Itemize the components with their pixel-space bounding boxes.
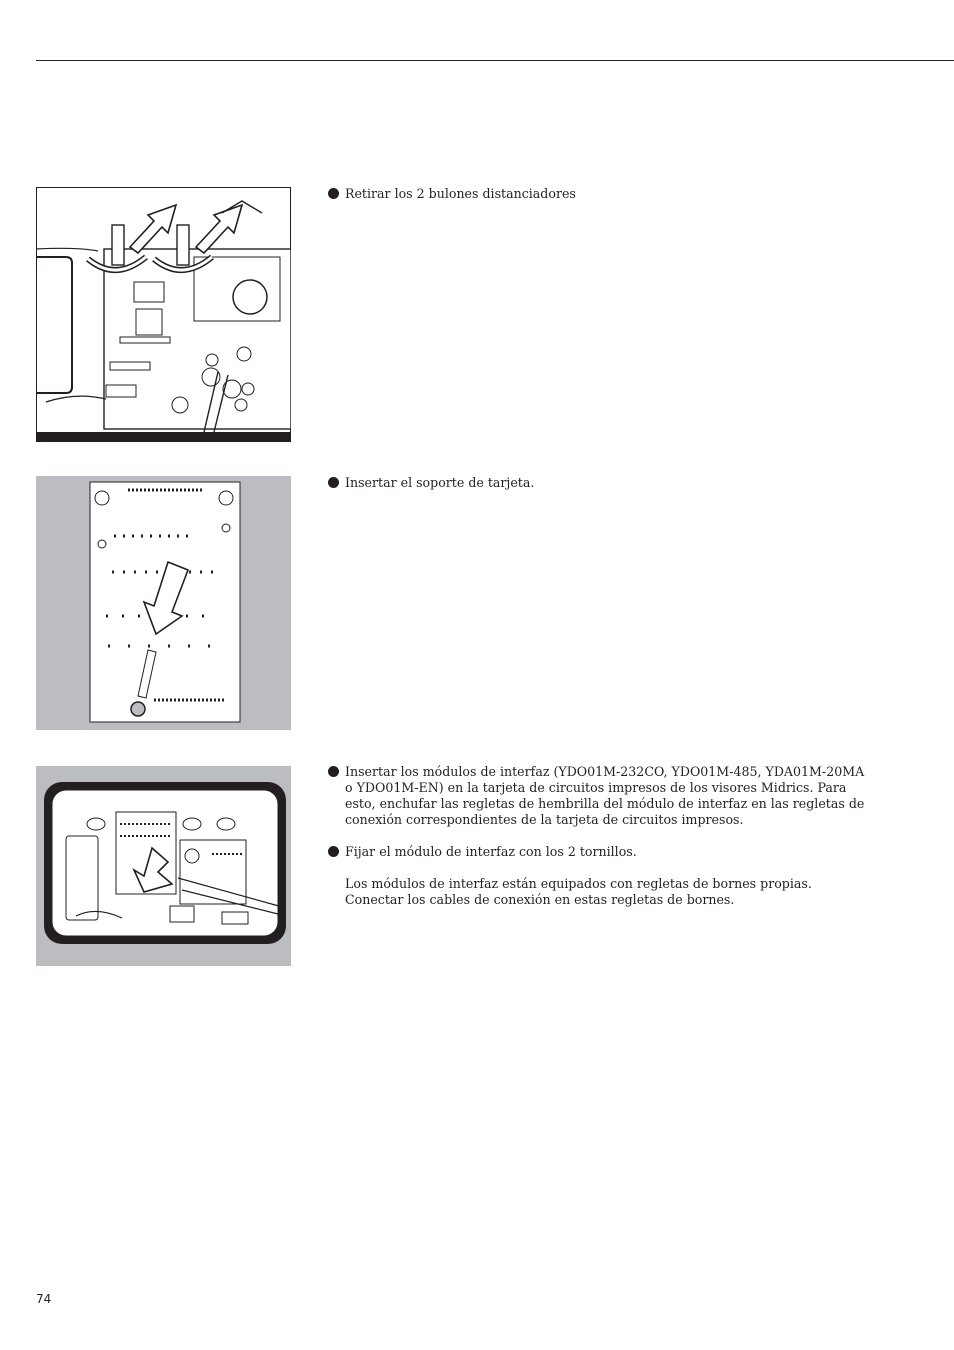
step-text: Retirar los 2 bulones distanciadores [345, 186, 576, 201]
step-group-2 [328, 475, 868, 507]
step-group-3 [328, 764, 868, 908]
figure-remove-spacer-bolts [36, 187, 291, 442]
page-number: 74 [36, 1292, 52, 1306]
step-item [328, 475, 868, 491]
header-rule [36, 60, 954, 61]
note-text: Los módulos de interfaz están equipados con regletas de bornes propias. Conectar los cables de conexión en estas regletas de bornes. [345, 876, 812, 907]
bullet-icon [328, 477, 339, 488]
figure-insert-interface-modules [36, 766, 291, 966]
bullet-icon [328, 846, 339, 857]
step-text: Fijar el módulo de interfaz con los 2 tornillos. [345, 844, 637, 859]
step-item [328, 844, 868, 860]
step-text: Insertar el soporte de tarjeta. [345, 475, 535, 490]
step-item [328, 764, 868, 828]
step-group-1 [328, 186, 868, 218]
step-text: Insertar los módulos de interfaz (YDO01M-232CO, YDO01M-485, YDA01M-20MA o YDO01M-EN) en la tarjeta de circuitos impresos de los visores Midrics. Para esto, enchufar las regletas de hembrilla del módulo de interfaz en las regletas de conexión correspondientes de la tarjeta de circuitos impresos. [345, 764, 865, 827]
bullet-icon [328, 766, 339, 777]
figure-insert-card-holder [36, 476, 291, 730]
step-item [328, 186, 868, 202]
bullet-icon [328, 188, 339, 199]
